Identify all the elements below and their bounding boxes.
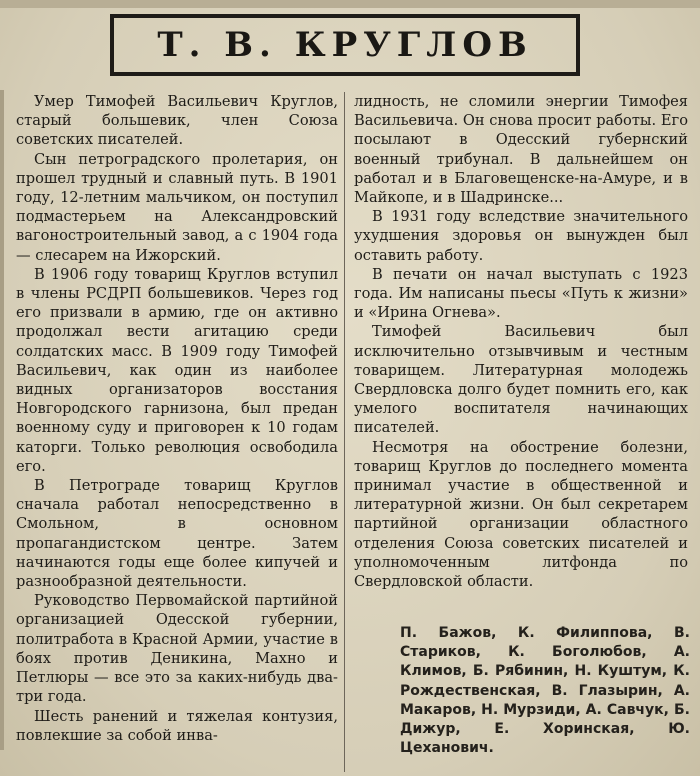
paragraph: Умер Тимофей Васильевич Круглов, старый большевик, член Союза советских писателей. xyxy=(16,93,338,149)
page-top-edge xyxy=(0,0,700,8)
paragraph: В 1931 году вследствие значительного ухудшения здоровья он вынужден был оставить работу. xyxy=(354,208,688,264)
paragraph: Сын петроградского пролетария, он прошел трудный и славный путь. В 1901 году, 12-летним мальчиком, он поступил подмастерьем на Александровский вагоностроительный завод, а с 1904 года — слесарем на Ижорский. xyxy=(16,150,338,264)
paragraph: В 1906 году товарищ Круглов вступил в члены РСДРП большевиков. Через год его призвали в армию, где он активно продолжал вести агитацию среди солдатских масс. В 1909 году Тимофей Васильевич, как один из наиболее видных организаторов восстания Новгородского гарнизона, был предан военному суду и приговорен к 10 годам каторги. Только революция освободила его. xyxy=(16,265,338,475)
headline-frame xyxy=(110,14,580,76)
page-left-edge xyxy=(0,90,4,750)
signatures-block: П. Бажов, К. Филиппова, В. Стариков, К. Боголюбов, А. Климов, Б. Рябинин, Н. Куштум, К. Рождественская, В. Глазырин, А. Макаров, Н. Мурзиди, А. Савчук, Б. Дижур, Е. Хоринская, Ю. Цеханович. xyxy=(400,625,690,757)
paragraph: В печати он начал выступать с 1923 года. Им написаны пьесы «Путь к жизни» и «Ирина Огнева». xyxy=(354,265,688,322)
paragraph: Руководство Первомайской партийной организацией Одесской губернии, политработа в Красной Армии, участие в боях против Деникина, Махно и Петлюры — все это за каких-нибудь два-три года. xyxy=(16,592,338,706)
headline: Т. В. КРУГЛОВ xyxy=(157,25,533,65)
paragraph: Шесть ранений и тяжелая контузия, повлекшие за собой инва- xyxy=(16,707,338,744)
right-column xyxy=(354,92,688,591)
left-column xyxy=(16,92,338,745)
column-divider xyxy=(344,92,345,772)
paragraph: Несмотря на обострение болезни, товарищ Круглов до последнего момента принимал участие в общественной и литературной жизни. Он был секретарем партийной организации областного отделения Союза советских писателей и уполномоченным литфонда по Свердловской области. xyxy=(354,438,688,591)
paragraph: Тимофей Васильевич был исключительно отзывчивым и честным товарищем. Литературная молодежь Свердловска долго будет помнить его, как умелого воспитателя начинающих писателей. xyxy=(354,323,688,437)
paragraph: В Петрограде товарищ Круглов сначала работал непосредственно в Смольном, в основном пропагандистском центре. Затем начинаются годы еще более кипучей и разнообразной деятельности. xyxy=(16,477,338,591)
paragraph: лидность, не сломили энергии Тимофея Васильевича. Он снова просит работы. Его посылают в Одесский губернский военный трибунал. В дальнейшем он работал и в Благовещенске-на-Амуре, и в Майкопе, и в Шадринске... xyxy=(354,93,688,207)
